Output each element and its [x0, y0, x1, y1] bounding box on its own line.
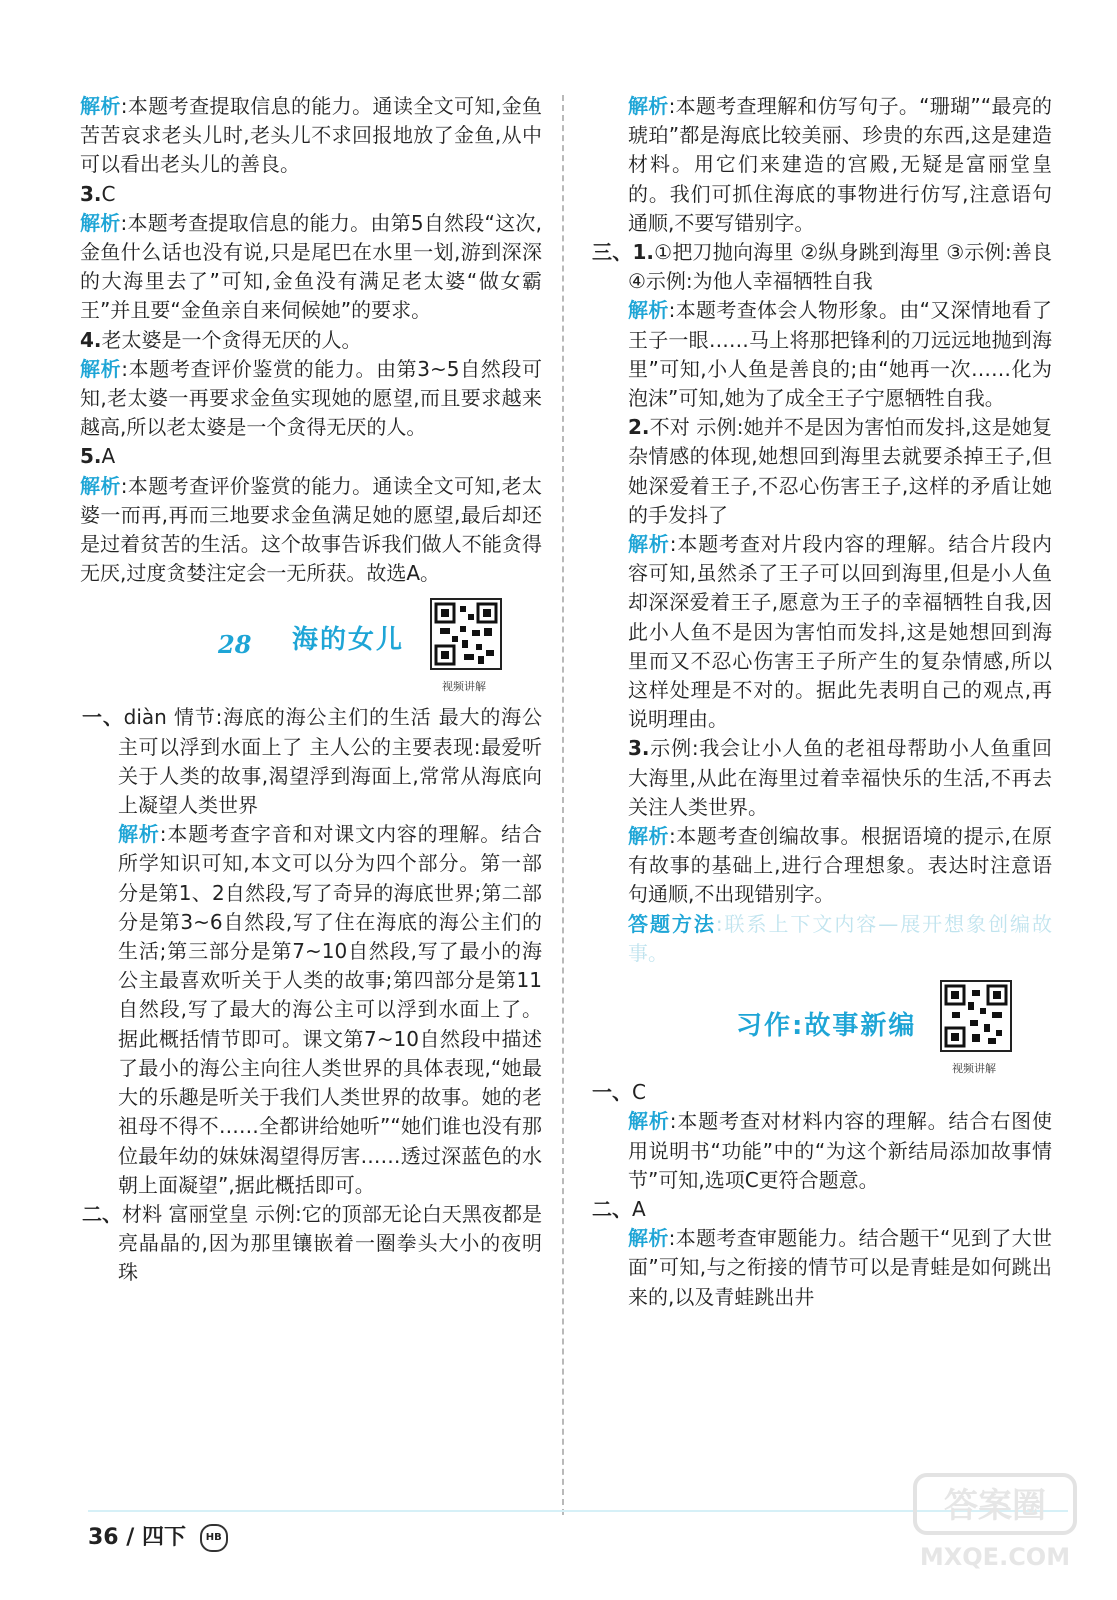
- analysis-tag: 解析: [628, 298, 669, 323]
- section-mark: 一、: [82, 705, 124, 730]
- answer-text: diàn 情节:海底的海公主们的生活 最大的海公主可以浮到水面上了 主人公的主要表现:最爱听关于人类的故事,渴望浮到海面上,常常从海底向上凝望人类世界: [118, 705, 542, 818]
- analysis-text: :本题考查创编故事。根据语境的提示,在原有故事的基础上,进行合理想象。表达时注意语句通顺,不出现错别字。: [628, 824, 1052, 907]
- answer-text: C: [101, 181, 116, 206]
- analysis-paragraph: [590, 1107, 1052, 1195]
- question-number: 1.: [632, 240, 654, 265]
- analysis-paragraph: [590, 296, 1052, 413]
- analysis-tag: 解析: [80, 94, 121, 118]
- analysis-text: :本题考查对材料内容的理解。结合右图使用说明书“功能”中的“为这个新结局添加故事情节”可知,选项C更符合题意。: [628, 1109, 1052, 1192]
- watermark-logo: [905, 1465, 1085, 1585]
- method-tag: 答题方法: [628, 911, 716, 936]
- analysis-text: :本题考查评价鉴赏的能力。由第3~5自然段可知,老太婆一再要求金鱼实现她的愿望,而且要求越来越高,所以老太婆是一个贪得无厌的人。: [80, 356, 542, 440]
- analysis-text: :本题考查审题能力。结合题干“见到了大世面”可知,与之衔接的情节可以是青蛙是如何跳出来的,以及青蛙跳出井: [628, 1226, 1052, 1309]
- answer-section-1: [80, 703, 542, 820]
- analysis-text: :本题考查对片段内容的理解。结合片段内容可知,虽然杀了王子可以回到海里,但是小人鱼却深深爱着王子,愿意为王子的幸福牺牲自我,因此小人鱼不是因为害怕而发抖,这是她想回到海里而又不忍心伤害王子所产生的复杂情感,所以这样处理是不对的。据此先表明自己的观点,再说明理由。: [628, 532, 1052, 732]
- answer-text: 老太婆是一个贪得无厌的人。: [101, 327, 362, 352]
- analysis-paragraph: [80, 472, 542, 589]
- analysis-text: :本题考查提取信息的能力。由第5自然段“这次,金鱼什么话也没有说,只是尾巴在水里一划,游到深深的大海里去了”可知,金鱼没有满足老太婆“做女霸王”并且要“金鱼亲自来伺候她”的要求。: [80, 210, 542, 323]
- answer-text: 示例:我会让小人鱼的老祖母帮助小人鱼重回大海里,从此在海里过着幸福快乐的生活,不再去关注人类世界。: [628, 736, 1052, 819]
- question-number: 3.: [80, 181, 102, 206]
- analysis-tag: 解析: [80, 210, 121, 235]
- right-column: [590, 92, 1052, 1312]
- page-number: 36: [88, 1525, 119, 1550]
- analysis-paragraph: [590, 530, 1052, 734]
- analysis-text: :本题考查体会人物形象。由“又深情地看了王子一眼……马上将那把锋利的刀远远地抛到海里”可知,小人鱼是善良的;由“她再一次……化为泡沫”可知,她为了成全王子宁愿牺牲自我。: [628, 298, 1052, 411]
- analysis-paragraph: [590, 1224, 1052, 1312]
- answer-line: [80, 180, 542, 209]
- analysis-tag: 解析: [80, 473, 121, 498]
- answer-line: [590, 734, 1052, 822]
- answer-text: A: [632, 1196, 646, 1221]
- analysis-text: :本题考查评价鉴赏的能力。通读全文可知,老太婆一而再,再而三地要求金鱼满足她的愿望,最后却还是过着贫苦的生活。这个故事告诉我们做人不能贪得无厌,过度贪婪注定会一无所获。故选A。: [80, 473, 542, 586]
- analysis-paragraph: [590, 822, 1052, 910]
- section-mark: 二、: [82, 1201, 123, 1226]
- section-mark: 一、: [592, 1080, 632, 1105]
- answer-line: [80, 326, 542, 355]
- section-number: 28: [218, 630, 252, 660]
- analysis-paragraph: [590, 92, 1052, 238]
- page-footer: [88, 1520, 228, 1552]
- answer-text: ①把刀抛向海里 ②纵身跳到海里 ③示例:善良 ④示例:为他人幸福牺牲自我: [628, 240, 1052, 294]
- section-mark: 三、: [592, 240, 633, 265]
- left-column: [80, 92, 542, 1288]
- answer-section-3: [590, 238, 1052, 296]
- section-title: 海的女儿: [292, 625, 405, 656]
- section-mark: 二、: [592, 1196, 632, 1221]
- question-number: 5.: [80, 444, 102, 469]
- answer-text: 不对 示例:她并不是因为害怕而发抖,这是她复杂情感的体现,她想回到海里去就要杀掉王子,但她深爱着王子,不忍心伤害王子,这样的矛盾让她的手发抖了: [628, 415, 1052, 527]
- analysis-tag: 解析: [628, 94, 669, 118]
- analysis-text: :本题考查理解和仿写句子。“珊瑚”“最亮的琥珀”都是海底比较美丽、珍贵的东西,这是建造材料。用它们来建造的宫殿,无疑是富丽堂皇的。我们可抓住海底的事物进行仿写,注意语句通顺,不要写错别字。: [628, 94, 1052, 235]
- qr-code-icon[interactable]: [940, 980, 1012, 1052]
- analysis-tag: 解析: [80, 356, 122, 381]
- analysis-paragraph: [80, 92, 542, 180]
- qr-caption: 视频讲解: [442, 680, 486, 694]
- qr-code-icon[interactable]: [430, 598, 502, 670]
- footer-separator: /: [126, 1525, 135, 1550]
- method-paragraph: [590, 910, 1052, 968]
- answer-text: C: [632, 1080, 646, 1105]
- watermark-line2: MXQE.COM: [919, 1543, 1071, 1571]
- analysis-paragraph: [80, 209, 542, 326]
- analysis-tag: 解析: [628, 824, 670, 849]
- answer-text: A: [101, 444, 116, 469]
- qr-caption: 视频讲解: [952, 1062, 996, 1076]
- analysis-tag: 解析: [628, 1109, 670, 1134]
- watermark-line1: 答案圈: [944, 1486, 1046, 1526]
- section-title: 习作:故事新编: [736, 1011, 917, 1042]
- question-number: 4.: [80, 327, 102, 352]
- analysis-tag: 解析: [628, 532, 670, 557]
- answer-line: [590, 413, 1052, 530]
- answer-section-2: [80, 1200, 542, 1288]
- answer-text: 材料 富丽堂皇 示例:它的顶部无论白天黑夜都是亮晶晶的,因为那里镶嵌着一圈拳头大小的夜明珠: [118, 1201, 543, 1285]
- question-number: 3.: [628, 736, 650, 761]
- grade-label: 四下: [142, 1525, 187, 1550]
- method-text: :联系上下文内容—展开想象创编故事。: [628, 911, 1052, 965]
- column-divider: [562, 95, 564, 1515]
- question-number: 2.: [628, 415, 650, 440]
- answer-section-2: [590, 1195, 1052, 1224]
- analysis-text: :本题考查提取信息的能力。通读全文可知,金鱼苦苦哀求老头儿时,老头儿不求回报地放了金鱼,从中可以看出老头儿的善良。: [80, 94, 542, 177]
- analysis-paragraph: [80, 355, 542, 443]
- analysis-tag: 解析: [628, 1226, 669, 1251]
- section-header-xizuo: [590, 968, 1052, 1078]
- answer-line: [80, 442, 542, 471]
- analysis-text: :本题考查字音和对课文内容的理解。结合所学知识可知,本文可以分为四个部分。第一部分是第1、2自然段,写了奇异的海底世界;第二部分是第3~6自然段,写了住在海底的海公主们的生活;第三部分是第7~10自然段,写了最小的海公主最喜欢听关于人类的故事;第四部分是第11自然段,写了最大的海公主可以浮到水面上了。据此概括情节即可。课文第7~10自然段中描述了最小的海公主向往人类世界的具体表现,“她最大的乐趣是听关于我们人类世界的故事。她的老祖母不得不……全都讲给她听”“她们谁也没有那位最年幼的妹妹渴望得厉害……透过深蓝色的水朝上面凝望”,据此概括即可。: [118, 822, 542, 1197]
- section-header-28: [80, 588, 542, 703]
- analysis-tag: 解析: [118, 822, 160, 847]
- analysis-paragraph: [80, 820, 542, 1200]
- edition-badge-icon: HB: [200, 1524, 228, 1552]
